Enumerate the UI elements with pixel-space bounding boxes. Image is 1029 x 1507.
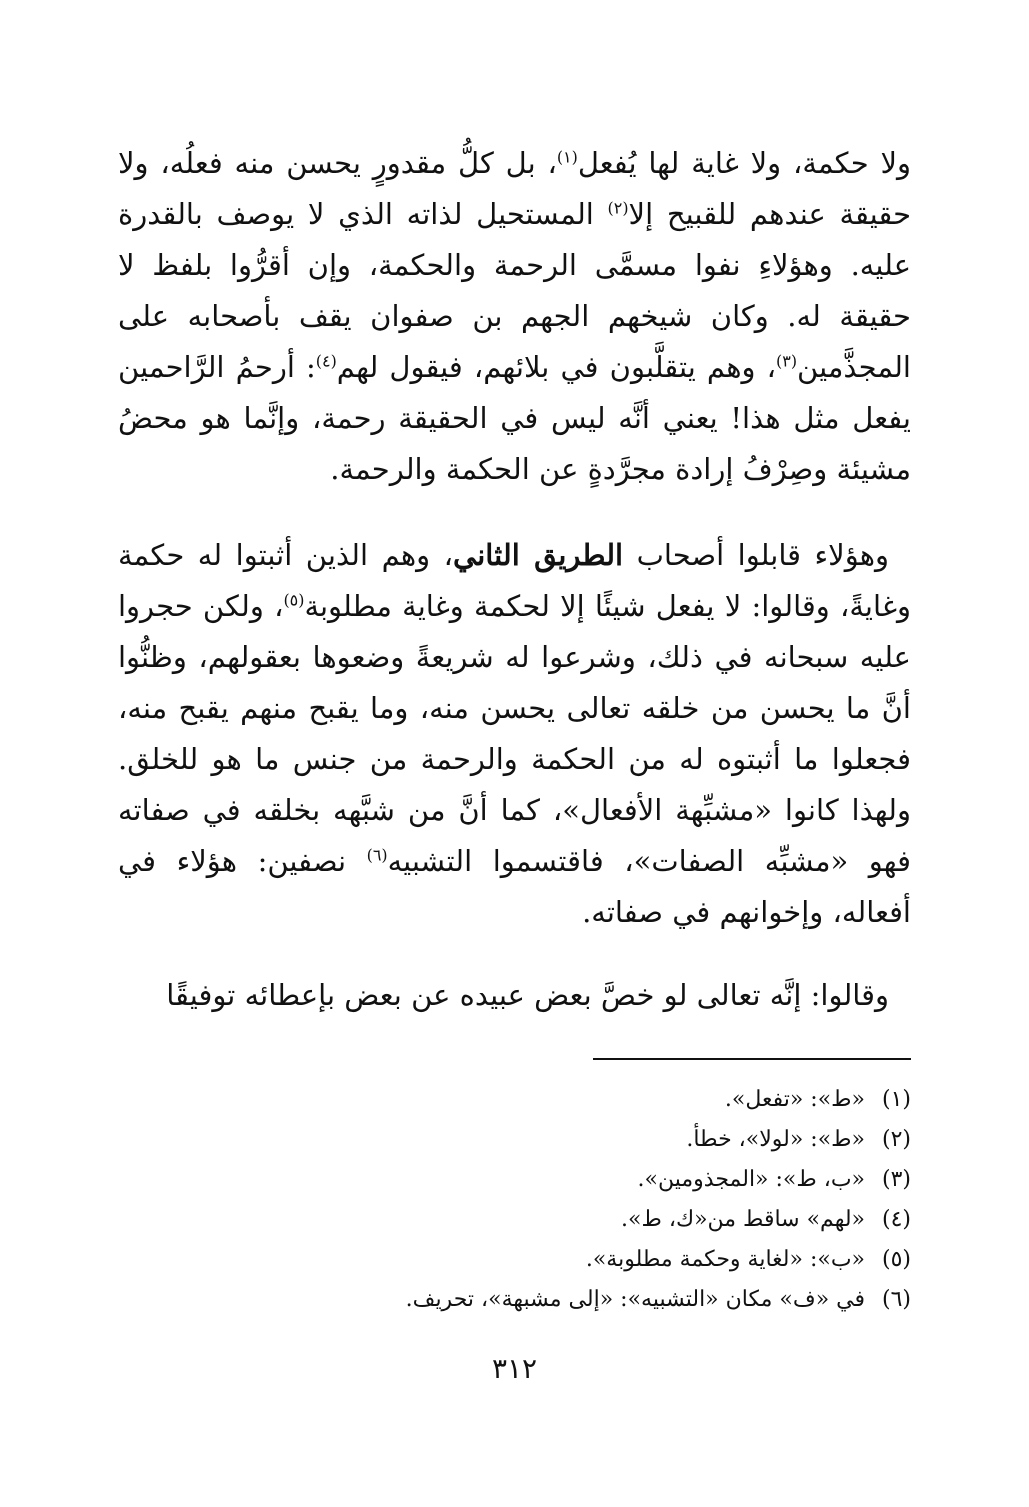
footnote-separator	[593, 1058, 911, 1060]
footnote-text: «ط»: «لولا»، خطأ.	[686, 1127, 865, 1152]
p1-text-3: المستحيل لذاته الذي لا يوصف بالقدرة عليه. وهؤلاءِ نفوا مسمَّى الرحمة والحكمة، وإن أقرُّوا بلفظ لا حقيقة له. وكان شيخهم الجهم بن صفوان يقف بأصحابه على المجذَّمين	[118, 197, 911, 384]
p3-text: وقالوا: إنَّه تعالى لو خصَّ بعض عبيده عن بعض بإعطائه توفيقًا	[166, 978, 889, 1012]
footnote-item	[118, 1200, 911, 1240]
p2-text-1: وهؤلاء قابلوا أصحاب	[623, 538, 889, 572]
main-paragraph-2	[118, 530, 911, 938]
footnote-number: (١)	[881, 1087, 911, 1112]
footnote-text: «ط»: «تفعل».	[724, 1087, 865, 1112]
footnote-ref-5[interactable]: (٥)	[283, 590, 305, 610]
p2-text-4: نصفين: هؤلاء في أفعاله، وإخوانهم في صفاته.	[118, 844, 911, 929]
footnote-item	[118, 1120, 911, 1160]
footnote-text: «لهم» ساقط من«ك، ط».	[621, 1207, 865, 1232]
footnote-number: (٥)	[881, 1247, 911, 1272]
footnote-item	[118, 1280, 911, 1320]
main-paragraph-3	[118, 970, 911, 1021]
footnote-item	[118, 1080, 911, 1120]
footnote-number: (٤)	[881, 1207, 911, 1232]
footnote-text: «ب، ط»: «المجذومين».	[637, 1167, 865, 1192]
footnote-ref-3[interactable]: (٣)	[776, 351, 798, 371]
p1-text-2: ، بل كلُّ مقدورٍ يحسن منه فعلُه، ولا حقيقة عندهم للقبيح إلا	[118, 146, 912, 231]
footnote-ref-4[interactable]: (٤)	[315, 351, 337, 371]
p1-text-1: ولا حكمة، ولا غاية لها يُفعل	[577, 146, 911, 180]
footnote-text: في «ف» مكان «التشبيه»: «إلى مشبهة»، تحريف.	[405, 1287, 865, 1312]
p2-text-3: ، ولكن حجروا عليه سبحانه في ذلك، وشرعوا له شريعةً وضعوها بعقولهم، وظنُّوا أنَّ ما يحسن من خلقه تعالى يحسن منه، وما يقبح منهم يقبح منه، فجعلوا ما أثبتوه له من الحكمة والرحمة من جنس ما هو للخلق. ولهذا كانوا «مشبِّهة الأفعال»، كما أنَّ من شبَّهه بخلقه في صفاته فهو «مشبِّه الصفات»، فاقتسموا التشبيه	[118, 589, 911, 878]
p1-text-4: ، وهم يتقلَّبون في بلائهم، فيقول لهم	[336, 350, 777, 384]
footnote-number: (٣)	[881, 1167, 911, 1192]
footnotes-list	[118, 1080, 911, 1320]
page-number: ٣١٢	[491, 1352, 538, 1385]
footnote-text: «ب»: «لغاية وحكمة مطلوبة».	[585, 1247, 865, 1272]
p1-text-5: : أرحمُ الرَّاحمين يفعل مثل هذا! يعني أنَّه ليس في الحقيقة رحمة، وإنَّما هو محضُ مشيئة وصِرْفُ إرادة مجرَّدةٍ عن الحكمة والرحمة.	[118, 350, 911, 486]
footnote-item	[118, 1160, 911, 1200]
p2-text-2: ، وهم الذين أثبتوا له حكمة وغايةً، وقالوا: لا يفعل شيئًا إلا لحكمة وغاية مطلوبة	[118, 538, 912, 623]
footnote-ref-6[interactable]: (٦)	[366, 845, 388, 865]
footnote-ref-1[interactable]: (١)	[556, 147, 578, 167]
p2-bold-term: الطريق الثاني	[453, 538, 624, 572]
footnote-number: (٢)	[881, 1127, 911, 1152]
footnote-item	[118, 1240, 911, 1280]
main-paragraph-1	[118, 138, 911, 495]
footnote-ref-2[interactable]: (٢)	[607, 198, 629, 218]
footnote-number: (٦)	[881, 1287, 911, 1312]
